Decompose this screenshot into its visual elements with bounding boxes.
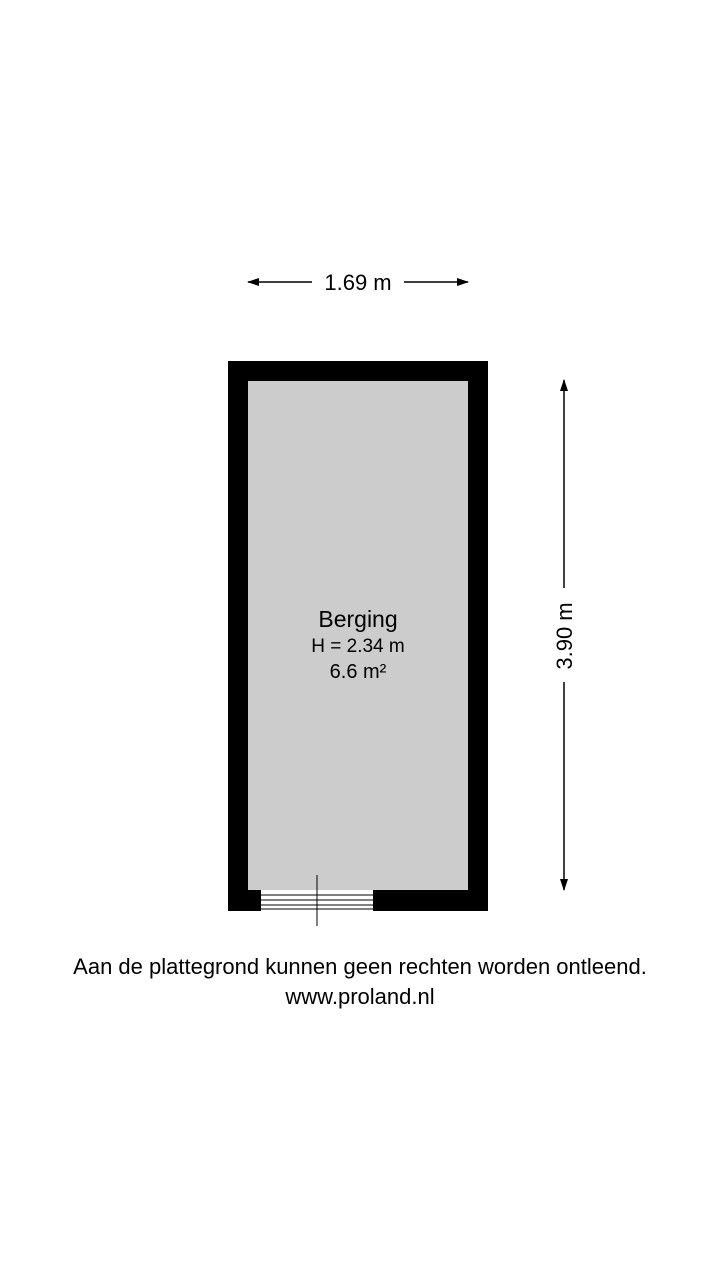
- length-label: 3.90 m: [552, 602, 577, 670]
- website-text: www.proland.nl: [285, 984, 435, 1009]
- room-height: H = 2.34 m: [311, 636, 405, 657]
- width-label: 1.69 m: [324, 270, 392, 295]
- disclaimer-text: Aan de plattegrond kunnen geen rechten worden ontleend.: [73, 954, 647, 979]
- room-area: 6.6 m²: [329, 661, 387, 683]
- room-name: Berging: [318, 606, 398, 632]
- length-dimension: [552, 380, 577, 890]
- width-dimension: [248, 270, 468, 295]
